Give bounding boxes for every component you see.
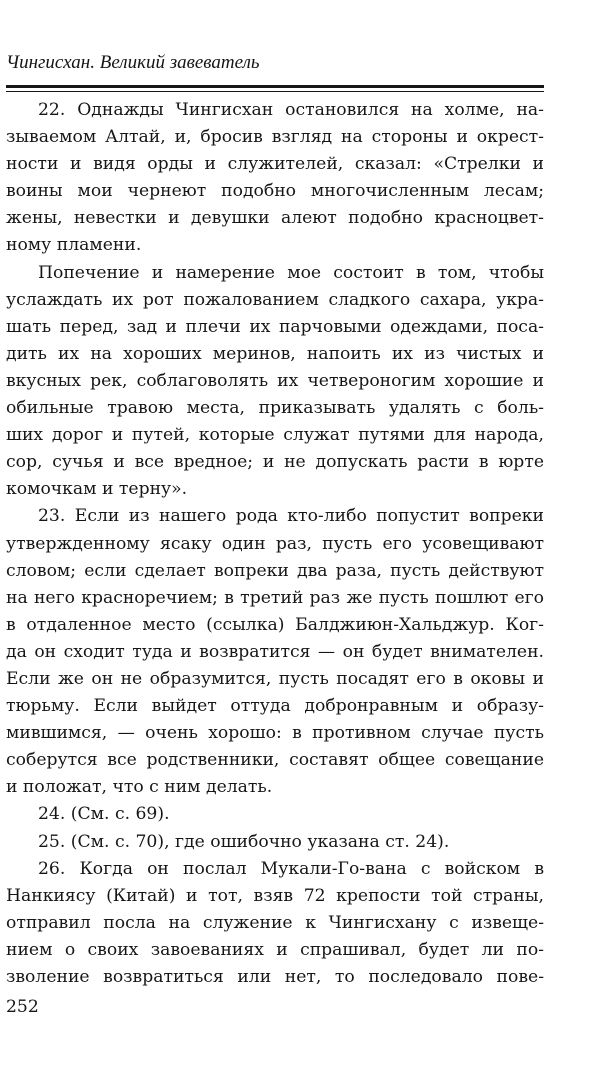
- text-line: зволение возвратиться или нет, то последовало пове-: [6, 967, 544, 987]
- text-line: Нанкиясу (Китай) и тот, взяв 72 крепости той страны,: [6, 885, 544, 906]
- paragraph: [6, 829, 544, 856]
- text-line: в отдаленное место (ссылка) Балджиюн-Хальджур. Ког-: [6, 614, 544, 635]
- text-line: ности и видя орды и служителей, сказал: «Стрелки и: [6, 154, 544, 175]
- page-number: 252: [6, 997, 39, 1017]
- text-line: сор, сучья и все вредное; и не допускать расти в юрте: [6, 452, 544, 473]
- text-line: Если же он не образумится, пусть посадят его в оковы и: [6, 668, 544, 689]
- text-line: словом; если сделает вопреки два раза, пусть действуют: [6, 560, 544, 581]
- paragraph: [6, 260, 544, 504]
- text-line: отправил посла на служение к Чингисхану с извеще-: [6, 912, 544, 933]
- text-line: вкусных рек, соблаговолять их четвероногим хорошие и: [6, 370, 544, 391]
- text-line: 22. Однажды Чингисхан остановился на холме, на-: [38, 100, 544, 120]
- text-line: и положат, что с ним делать.: [6, 777, 273, 798]
- header-rule-thin: [6, 91, 544, 92]
- header-rule-thick: [6, 85, 544, 88]
- running-head: Чингисхан. Великий завеватель: [6, 52, 260, 73]
- text-line: ному пламени.: [6, 235, 142, 256]
- text-line: дить их на хороших меринов, напоить их из чистых и: [6, 343, 544, 364]
- text-line: утвержденному ясаку один раз, пусть его усовещивают: [6, 533, 544, 554]
- text-line: нием о своих завоеваниях и спрашивал, будет ли по-: [6, 939, 544, 960]
- paragraph: [6, 503, 544, 801]
- text-line: 26. Когда он послал Мукали-Го-вана с войском в: [38, 858, 544, 879]
- text-line: комочкам и терну».: [6, 479, 188, 500]
- text-line: услаждать их рот пожалованием сладкого сахара, укра-: [6, 289, 544, 310]
- text-line: 23. Если из нашего рода кто-либо попустит вопреки: [38, 506, 544, 527]
- text-line: ших дорог и путей, которые служат путями для народа,: [6, 425, 544, 446]
- text-line: обильные травою места, приказывать удалять с боль-: [6, 398, 544, 419]
- text-line: 24. (См. с. 69).: [38, 804, 170, 825]
- paragraph: [6, 801, 544, 828]
- text-line: мившимся, — очень хорошо: в противном случае пусть: [6, 723, 544, 744]
- text-line: на него красноречием; в третий раз же пусть пошлют его: [6, 587, 544, 608]
- text-line: зываемом Алтай, и, бросив взгляд на стороны и окрест-: [6, 127, 544, 148]
- text-line: 25. (См. с. 70), где ошибочно указана ст. 24).: [38, 831, 450, 852]
- text-line: шать перед, зад и плечи их парчовыми одеждами, поса-: [6, 316, 544, 337]
- text-line: соберутся все родственники, составят общее совещание: [6, 750, 544, 771]
- paragraph: [6, 856, 544, 991]
- text-line: жены, невестки и девушки алеют подобно красноцвет-: [6, 208, 544, 229]
- paragraph: [6, 97, 544, 260]
- text-line: воины мои чернеют подобно многочисленным лесам;: [6, 181, 544, 202]
- text-line: да он сходит туда и возвратится — он будет внимателен.: [6, 641, 544, 662]
- text-line: тюрьму. Если выйдет оттуда добронравным и образу-: [6, 696, 544, 717]
- text-line: Попечение и намерение мое состоит в том, чтобы: [38, 262, 544, 283]
- body-text: [6, 97, 544, 991]
